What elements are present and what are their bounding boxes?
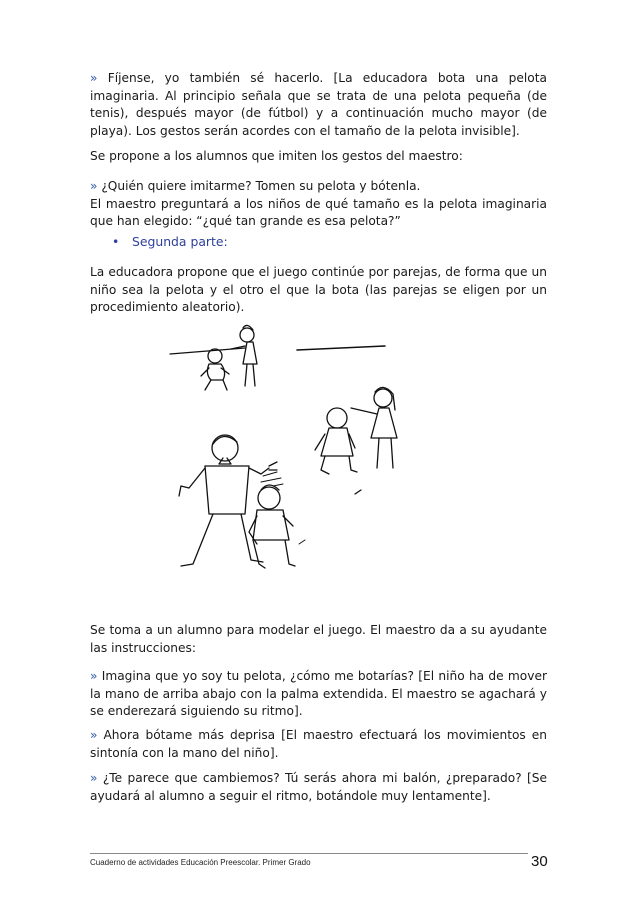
- illustration-drawing: [165, 318, 457, 580]
- paragraph-text: Imagina que yo soy tu pelota, ¿cómo me botarías? [El niño ha de mover la mano de arriba abajo con la palma extendida. El maestro se agachará y se enderezará siguiendo su ritmo].: [90, 669, 547, 718]
- paragraph-intro: [90, 70, 547, 140]
- quote-marker: »: [90, 771, 98, 785]
- paragraph-faster: [90, 727, 547, 762]
- quote-marker: »: [90, 179, 98, 193]
- paragraph-text: ¿Quién quiere imitarme? Tomen su pelota y bótenla.: [97, 179, 421, 193]
- paragraph-pairs: [90, 264, 547, 317]
- quote-marker: »: [90, 669, 98, 683]
- paragraph-text: Ahora bótame más deprisa [El maestro efectuará los movimientos en sintonía con la mano del niño].: [90, 728, 547, 760]
- section-heading-label: Segunda parte:: [132, 234, 228, 249]
- section-heading-second-part: [112, 234, 228, 249]
- quote-marker: »: [90, 71, 98, 85]
- page-number: 30: [531, 853, 548, 870]
- footer-divider: [90, 853, 528, 854]
- paragraph-text: Se toma a un alumno para modelar el juego. El maestro da a su ayudante las instrucciones:: [90, 623, 547, 655]
- paragraph-text: Se propone a los alumnos que imiten los gestos del maestro:: [90, 149, 463, 163]
- paragraph-text: Fíjense, yo también sé hacerlo. [La educadora bota una pelota imaginaria. Al principio señala que se trata de una pelota pequeña (de tenis), después mayor (de fútbol) y a continuación mucho mayor (de playa). Los gestos serán acordes con el tamaño de la pelota invisible].: [90, 71, 547, 138]
- footer-title: Cuaderno de actividades Educación Preescolar. Primer Grado: [90, 858, 311, 867]
- paragraph-instruction: [90, 148, 547, 166]
- quote-marker: »: [90, 728, 98, 742]
- paragraph-model: [90, 622, 547, 657]
- paragraph-imagine: [90, 668, 547, 721]
- paragraph-text-cont: El maestro preguntará a los niños de qué tamaño es la pelota imaginaria que han elegido: “¿qué tan grande es esa pelota?”: [90, 196, 547, 228]
- paragraph-text: La educadora propone que el juego continúe por parejas, de forma que un niño sea la pelota y el otro el que la bota (las parejas se eligen por un procedimiento aleatorio).: [90, 265, 547, 314]
- bullet-icon: •: [112, 234, 120, 249]
- paragraph-text: ¿Te parece que cambiemos? Tú serás ahora mi balón, ¿preparado? [Se ayudará al alumno a seguir el ritmo, botándole muy lentamente].: [90, 771, 547, 803]
- paragraph-swap: [90, 770, 547, 805]
- paragraph-question: [90, 178, 547, 231]
- children-bouncing-illustration: [165, 318, 457, 580]
